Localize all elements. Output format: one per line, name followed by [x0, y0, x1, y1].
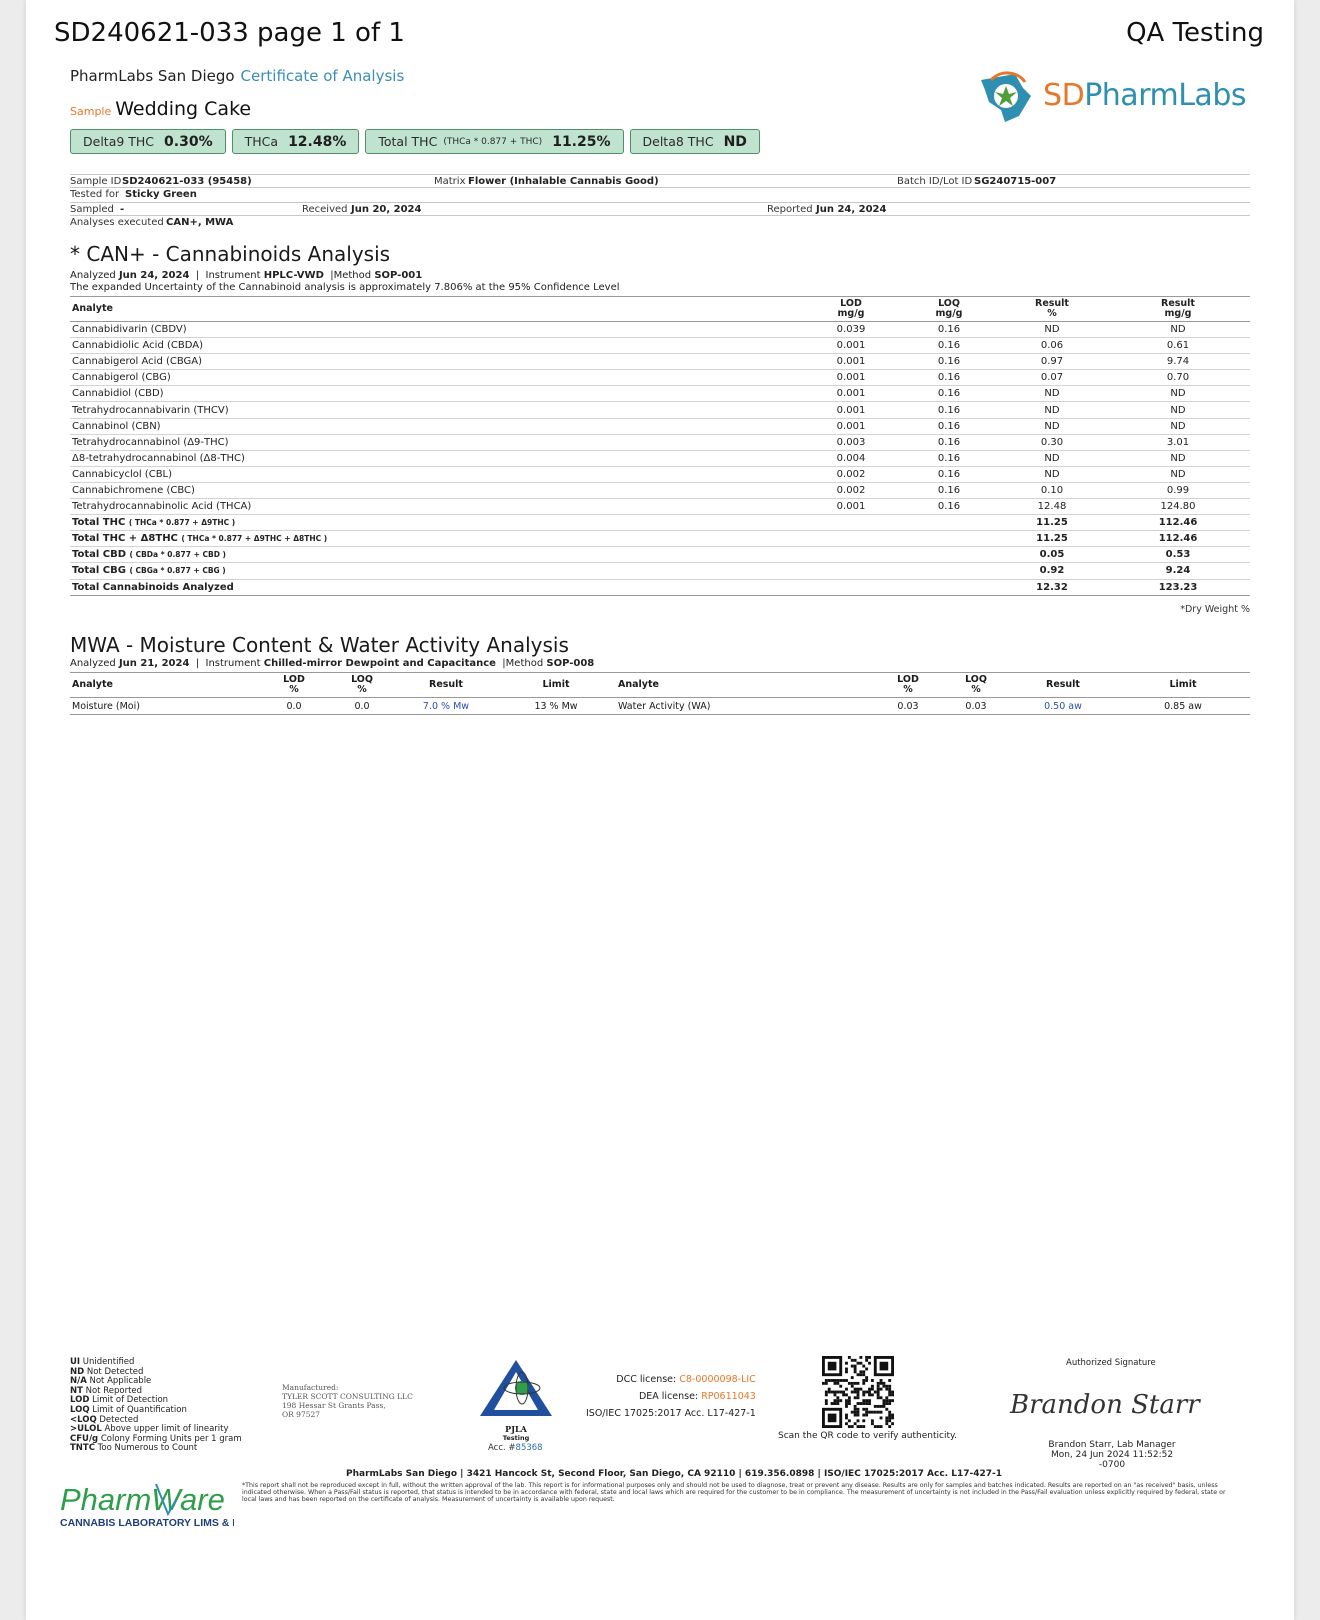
handwritten-signature: [1006, 1383, 1206, 1427]
table-header-row: [70, 297, 1250, 322]
empty-cell: [900, 531, 998, 547]
loq-value: 0.16: [900, 450, 998, 466]
total-mg: 123.23: [1106, 579, 1250, 595]
mwa-section-title: MWA - Moisture Content & Water Activity Analysis: [70, 633, 569, 657]
legend-key: CFU/g: [70, 1433, 99, 1444]
analyte-name: Cannabigerol (CBG): [70, 370, 802, 386]
legend-key: ND: [70, 1366, 85, 1377]
method-value: SOP-001: [374, 270, 423, 281]
logo-pharmlabs: PharmLabs: [1084, 77, 1246, 113]
result-mg: ND: [1106, 418, 1250, 434]
signed-date: Mon, 24 Jun 2024 11:52:52 -0700: [1050, 1450, 1174, 1470]
table-row: [70, 466, 1250, 482]
analyte-name: Tetrahydrocannabinol (Δ9-THC): [70, 434, 802, 450]
method-label: Method: [505, 658, 544, 669]
loq-value: 0.16: [900, 466, 998, 482]
can-section-title: * CAN+ - Cannabinoids Analysis: [70, 242, 391, 266]
result-pct: ND: [998, 466, 1106, 482]
uncertainty-note: The expanded Uncertainty of the Cannabinoid analysis is approximately 7.806% at the 95% Confidence Level: [70, 282, 620, 293]
tested-for-label: Tested for: [70, 189, 120, 200]
pjla-accreditation-icon: [478, 1358, 554, 1420]
info-row: [70, 216, 1250, 230]
col-result-unit: mg/g: [1164, 308, 1192, 319]
col-loq-unit: mg/g: [935, 308, 963, 319]
logo-sd: SD: [1043, 77, 1085, 113]
qa-testing-label: QA Testing: [1126, 18, 1264, 48]
coa-page: [26, 0, 1294, 1620]
mwa-analysis-meta: Analyzed Jun 21, 2024 | Instrument Chilled-mirror Dewpoint and Capacitance |Method SOP-008: [70, 658, 595, 669]
analyses-value: CAN+, MWA: [166, 217, 234, 228]
col-analyte: Analyte: [70, 297, 802, 322]
result-pct: ND: [998, 386, 1106, 402]
result-value: 0.50 aw: [1010, 698, 1116, 715]
col-loq-label: LOQ: [938, 298, 960, 309]
legend-key: UI: [70, 1357, 81, 1367]
sample-id-value: SD240621-033 (95458): [122, 176, 252, 187]
col-lod-label: LOD: [840, 298, 862, 309]
total-pct: 12.32: [998, 579, 1106, 595]
empty-cell: [900, 579, 998, 595]
loq-value: 0.16: [900, 418, 998, 434]
total-label: Total Cannabinoids Analyzed: [72, 581, 234, 593]
reported-value: Jun 24, 2024: [816, 204, 887, 215]
analyte-name: Cannabidiol (CBD): [70, 386, 802, 402]
qr-caption: Scan the QR code to verify authenticity.: [778, 1431, 957, 1441]
lod-value: 0.039: [802, 322, 900, 338]
analyzed-label: Analyzed: [70, 270, 116, 281]
result-pct: ND: [998, 418, 1106, 434]
tested-for-value: Sticky Green: [125, 189, 197, 200]
lod-value: 0.004: [802, 450, 900, 466]
legend-key: TNTC: [70, 1443, 95, 1454]
loq-value: 0.16: [900, 434, 998, 450]
result-mg: ND: [1106, 322, 1250, 338]
acc-label: Acc. #: [488, 1443, 516, 1453]
pjla-accreditation-number: [488, 1443, 543, 1453]
lod-value: 0.001: [802, 338, 900, 354]
pharmware-logo: [58, 1478, 234, 1538]
result-mg: 3.01: [1106, 434, 1250, 450]
col-analyte: Analyte: [70, 673, 260, 698]
analyte-name: Cannabinol (CBN): [70, 418, 802, 434]
table-row: [70, 338, 1250, 354]
authorized-signature-label: Authorized Signature: [1066, 1358, 1156, 1368]
matrix-label: Matrix: [434, 176, 466, 187]
result-pct: ND: [998, 450, 1106, 466]
batch-value: SG240715-007: [974, 176, 1057, 187]
table-row: [70, 499, 1250, 515]
verification-qr-code[interactable]: [822, 1356, 894, 1432]
col-lod: [802, 297, 900, 322]
total-row: [70, 563, 1250, 579]
badge-label: Total THC: [378, 134, 438, 149]
badge-value: 12.48%: [288, 133, 347, 150]
total-label: Total THC: [72, 517, 126, 529]
analyte-name: Cannabidivarin (CBDV): [70, 322, 802, 338]
info-row: [70, 202, 1250, 216]
legend-key: LOQ: [70, 1404, 90, 1415]
analyte-name: Tetrahydrocannabivarin (THCV): [70, 402, 802, 418]
col-result: Result: [1010, 673, 1116, 698]
legend-key: <LOQ: [70, 1414, 97, 1425]
lod-value: 0.002: [802, 466, 900, 482]
qr-code-icon[interactable]: [822, 1356, 894, 1428]
analyte-name: Water Activity (WA): [616, 698, 874, 715]
lod-value: 0.001: [802, 499, 900, 515]
total-mg: 9.24: [1106, 563, 1250, 579]
badge-thca: [232, 129, 360, 154]
legend-key: >ULOL: [70, 1424, 102, 1435]
pjla-sub: Testing: [502, 1434, 530, 1442]
total-pct: 11.25: [998, 515, 1106, 531]
col-lod-unit: mg/g: [837, 308, 865, 319]
result-mg: 0.61: [1106, 338, 1250, 354]
total-name: [70, 531, 802, 547]
analyte-name: Cannabichromene (CBC): [70, 482, 802, 498]
pharmware-logo-image: [58, 1478, 234, 1534]
matrix-value: Flower (Inhalable Cannabis Good): [468, 176, 659, 187]
pharmware-brand: PharmWare: [60, 1482, 225, 1517]
badge-value: ND: [723, 133, 747, 150]
lod-value: 0.001: [802, 418, 900, 434]
result-pct: 0.10: [998, 482, 1106, 498]
analyte-name: Moisture (Moi): [70, 698, 260, 715]
california-leaf-icon: [975, 66, 1037, 124]
dea-label: DEA license:: [638, 1391, 699, 1402]
iso-accreditation: ISO/IEC 17025:2017 Acc. L17-427-1: [586, 1408, 756, 1419]
loq-value: 0.16: [900, 354, 998, 370]
sample-line: [70, 98, 251, 120]
pjla-logo: [478, 1358, 554, 1442]
table-row: [70, 698, 1250, 715]
table-row: [70, 354, 1250, 370]
badge-formula: (THCa * 0.877 + THC): [443, 136, 543, 147]
result-pct: ND: [998, 322, 1106, 338]
can-analysis-meta: Analyzed Jun 24, 2024 | Instrument HPLC-VWD |Method SOP-001: [70, 270, 423, 281]
legend-value: Limit of Detection: [92, 1395, 169, 1406]
legend-value: Too Numerous to Count: [97, 1443, 198, 1454]
col-result-label: Result: [1035, 298, 1069, 309]
cannabinoids-table: [70, 296, 1250, 596]
coa-title: Certificate of Analysis: [240, 67, 405, 85]
manufacturer-label: Manufactured:: [282, 1383, 339, 1392]
instrument-label: Instrument: [205, 270, 261, 281]
badge-label: Delta9 THC: [83, 134, 155, 149]
col-result-pct: [998, 297, 1106, 322]
badge-delta8-thc: [630, 129, 760, 154]
col-lod-unit: %: [289, 684, 299, 695]
lod-value: 0.001: [802, 370, 900, 386]
lod-value: 0.001: [802, 354, 900, 370]
moisture-table: [70, 672, 1250, 715]
lab-name: PharmLabs San Diego: [70, 67, 235, 85]
lod-value: 0.001: [802, 402, 900, 418]
table-row: [70, 418, 1250, 434]
legend-value: Colony Forming Units per 1 gram: [100, 1433, 242, 1444]
batch-label: Batch ID/Lot ID: [897, 176, 973, 187]
result-pct: 0.30: [998, 434, 1106, 450]
analyzed-date: Jun 21, 2024: [118, 658, 190, 669]
legend-value: Detected: [99, 1414, 139, 1425]
badge-total-thc: [365, 129, 623, 154]
col-loq-label: LOQ: [351, 674, 373, 685]
badge-value: 11.25%: [552, 133, 611, 150]
sample-name: Wedding Cake: [115, 98, 252, 120]
logo-text: [1043, 78, 1246, 113]
legend-key: LOD: [70, 1395, 90, 1406]
table-row: [70, 402, 1250, 418]
lab-header: [70, 67, 404, 85]
dry-weight-note: *Dry Weight %: [1180, 604, 1250, 615]
legend-value: Above upper limit of linearity: [104, 1424, 229, 1435]
legend-value: Not Detected: [86, 1366, 144, 1377]
manufacturer-name: TYLER SCOTT CONSULTING LLC: [282, 1392, 413, 1401]
legend-value: Not Reported: [85, 1385, 143, 1396]
document-id: SD240621-033 page 1 of 1: [54, 18, 405, 48]
legend-key: N/A: [70, 1376, 87, 1387]
limit-value: 0.85 aw: [1116, 698, 1250, 715]
table-row: [70, 482, 1250, 498]
col-limit: Limit: [1116, 673, 1250, 698]
total-name: [70, 563, 802, 579]
sample-id-label: Sample ID: [70, 176, 122, 187]
total-pct: 0.92: [998, 563, 1106, 579]
total-row: [70, 531, 1250, 547]
col-lod-unit: %: [903, 684, 913, 695]
col-lod: [260, 673, 328, 698]
total-name: [70, 515, 802, 531]
result-value: 7.0 % Mw: [396, 698, 496, 715]
table-header-row: [70, 673, 1250, 698]
result-mg: ND: [1106, 402, 1250, 418]
dea-license: [586, 1388, 756, 1405]
legend-item: [70, 1444, 242, 1454]
analyses-label: Analyses executed: [70, 217, 164, 228]
legend-value: Limit of Quantification: [92, 1404, 187, 1415]
instrument-label: Instrument: [205, 658, 261, 669]
total-formula: ( CBDa * 0.877 + CBD ): [129, 550, 226, 560]
table-row: [70, 322, 1250, 338]
info-row: [70, 174, 1250, 188]
result-pct: 0.07: [998, 370, 1106, 386]
sample-info-block: [70, 174, 1250, 230]
total-label: Total THC + Δ8THC: [72, 533, 178, 545]
col-loq: [942, 673, 1010, 698]
total-name: [70, 547, 802, 563]
result-pct: 0.06: [998, 338, 1106, 354]
received-value: Jun 20, 2024: [351, 204, 422, 215]
table-row: [70, 434, 1250, 450]
pjla-name: PJLA: [505, 1424, 527, 1434]
instrument-value: Chilled-mirror Dewpoint and Capacitance: [263, 658, 496, 669]
total-row: [70, 579, 1250, 595]
lod-value: 0.001: [802, 386, 900, 402]
dcc-label: DCC license:: [616, 1374, 677, 1385]
total-name: [70, 579, 802, 595]
col-loq-label: LOQ: [965, 674, 987, 685]
loq-value: 0.03: [942, 698, 1010, 715]
method-value: SOP-008: [546, 658, 595, 669]
loq-value: 0.16: [900, 499, 998, 515]
empty-cell: [802, 563, 900, 579]
empty-cell: [900, 563, 998, 579]
result-pct: 12.48: [998, 499, 1106, 515]
cannabinoids-table-body: [70, 322, 1250, 596]
signer-block: [1046, 1440, 1178, 1470]
manufacturer-block: [282, 1383, 413, 1419]
total-pct: 0.05: [998, 547, 1106, 563]
col-lod: [874, 673, 942, 698]
badge-label: THCa: [244, 134, 279, 149]
result-pct: 0.97: [998, 354, 1106, 370]
badge-value: 0.30%: [164, 133, 213, 150]
total-row: [70, 515, 1250, 531]
total-label: Total CBG: [72, 565, 126, 577]
signer-name: Brandon Starr, Lab Manager: [1048, 1440, 1176, 1450]
analyte-name: Cannabicyclol (CBL): [70, 466, 802, 482]
abbreviation-legend: [70, 1358, 242, 1454]
instrument-value: HPLC-VWD: [263, 270, 324, 281]
col-lod-label: LOD: [283, 674, 305, 685]
dcc-value: C8-0000098-LIC: [679, 1374, 756, 1385]
badge-label: Delta8 THC: [642, 134, 714, 149]
analyzed-date: Jun 24, 2024: [118, 270, 190, 281]
col-loq: [900, 297, 998, 322]
dcc-license: [586, 1371, 756, 1388]
table-row: [70, 370, 1250, 386]
total-label: Total CBD: [72, 549, 127, 561]
result-pct: ND: [998, 402, 1106, 418]
pharmware-tagline: CANNABIS LABORATORY LIMS & ELN: [60, 1517, 234, 1529]
result-mg: ND: [1106, 466, 1250, 482]
result-mg: 9.74: [1106, 354, 1250, 370]
summary-badges: [70, 129, 760, 154]
loq-value: 0.16: [900, 386, 998, 402]
table-row: [70, 450, 1250, 466]
col-analyte: Analyte: [616, 673, 874, 698]
analyte-name: Cannabidiolic Acid (CBDA): [70, 338, 802, 354]
dea-value: RP0611043: [701, 1391, 756, 1402]
empty-cell: [802, 579, 900, 595]
empty-cell: [802, 547, 900, 563]
col-loq-unit: %: [357, 684, 367, 695]
manufacturer-address: 198 Hessar St Grants Pass,: [282, 1401, 386, 1410]
result-mg: 0.99: [1106, 482, 1250, 498]
sample-label: Sample: [70, 105, 112, 118]
col-limit: Limit: [496, 673, 616, 698]
col-lod-label: LOD: [897, 674, 919, 685]
sampled-label: Sampled: [70, 204, 114, 215]
acc-number: 85368: [515, 1443, 543, 1453]
lod-value: 0.003: [802, 434, 900, 450]
col-result-label: Result: [1161, 298, 1195, 309]
total-formula: ( THCa * 0.877 + Δ9THC ): [128, 518, 236, 528]
empty-cell: [802, 531, 900, 547]
loq-value: 0.0: [328, 698, 396, 715]
legend-value: Unidentified: [82, 1357, 135, 1367]
empty-cell: [900, 547, 998, 563]
result-mg: 0.70: [1106, 370, 1250, 386]
lod-value: 0.03: [874, 698, 942, 715]
license-block: [586, 1371, 756, 1422]
lod-value: 0.0: [260, 698, 328, 715]
legend-key: NT: [70, 1385, 83, 1396]
reported-label: Reported: [767, 204, 813, 215]
footer-disclaimer: *This report shall not be reproduced except in full, without the written approval of the lab. This report is for informational purposes only and should not be used to diagnose, treat or prevent any disease. Results are only for samples and batches indicated. Results are reported on an "as received" basis, unless indicated otherwise. When a Pass/Fail status is reported, that status is intended to be in accordance with federal, state and local laws which are required for the customer to be in compliance. The measurement of uncertainty is not included in the Pass/Fail evaluation unless explicitly required by federal, state or local laws and has been reported on the certificate of analysis. Measurement of uncertainty is available upon request.: [242, 1482, 1226, 1503]
col-result-mg: [1106, 297, 1250, 322]
loq-value: 0.16: [900, 338, 998, 354]
total-pct: 11.25: [998, 531, 1106, 547]
signature-image: [1006, 1383, 1206, 1431]
result-mg: ND: [1106, 450, 1250, 466]
col-loq-unit: %: [971, 684, 981, 695]
total-mg: 112.46: [1106, 531, 1250, 547]
loq-value: 0.16: [900, 402, 998, 418]
legend-value: Not Applicable: [89, 1376, 152, 1387]
analyzed-label: Analyzed: [70, 658, 116, 669]
total-mg: 0.53: [1106, 547, 1250, 563]
loq-value: 0.16: [900, 322, 998, 338]
col-result-unit: %: [1047, 308, 1057, 319]
total-formula: ( THCa * 0.877 + Δ9THC + Δ8THC ): [181, 534, 328, 544]
lod-value: 0.002: [802, 482, 900, 498]
total-row: [70, 547, 1250, 563]
sdpharmlabs-logo: [975, 66, 1246, 124]
received-label: Received: [302, 204, 348, 215]
total-formula: ( CBGa * 0.877 + CBG ): [129, 566, 226, 576]
manufacturer-address: OR 97527: [282, 1410, 321, 1419]
col-loq: [328, 673, 396, 698]
total-mg: 112.46: [1106, 515, 1250, 531]
method-label: Method: [333, 270, 372, 281]
signature-script: Brandon Starr: [1010, 1390, 1200, 1420]
footer-address: PharmLabs San Diego | 3421 Hancock St, Second Floor, San Diego, CA 92110 | 619.356.0898 | ISO/IEC 17025:2017 Acc. L17-427-1: [346, 1469, 1003, 1479]
analyte-name: Cannabigerol Acid (CBGA): [70, 354, 802, 370]
table-row: [70, 386, 1250, 402]
empty-cell: [802, 515, 900, 531]
badge-delta9-thc: [70, 129, 226, 154]
loq-value: 0.16: [900, 482, 998, 498]
result-mg: 124.80: [1106, 499, 1250, 515]
empty-cell: [900, 515, 998, 531]
sampled-value: -: [120, 204, 125, 215]
info-row: [70, 188, 1250, 202]
result-mg: ND: [1106, 386, 1250, 402]
analyte-name: Δ8-tetrahydrocannabinol (Δ8-THC): [70, 450, 802, 466]
limit-value: 13 % Mw: [496, 698, 616, 715]
col-result: Result: [396, 673, 496, 698]
analyte-name: Tetrahydrocannabinolic Acid (THCA): [70, 499, 802, 515]
loq-value: 0.16: [900, 370, 998, 386]
